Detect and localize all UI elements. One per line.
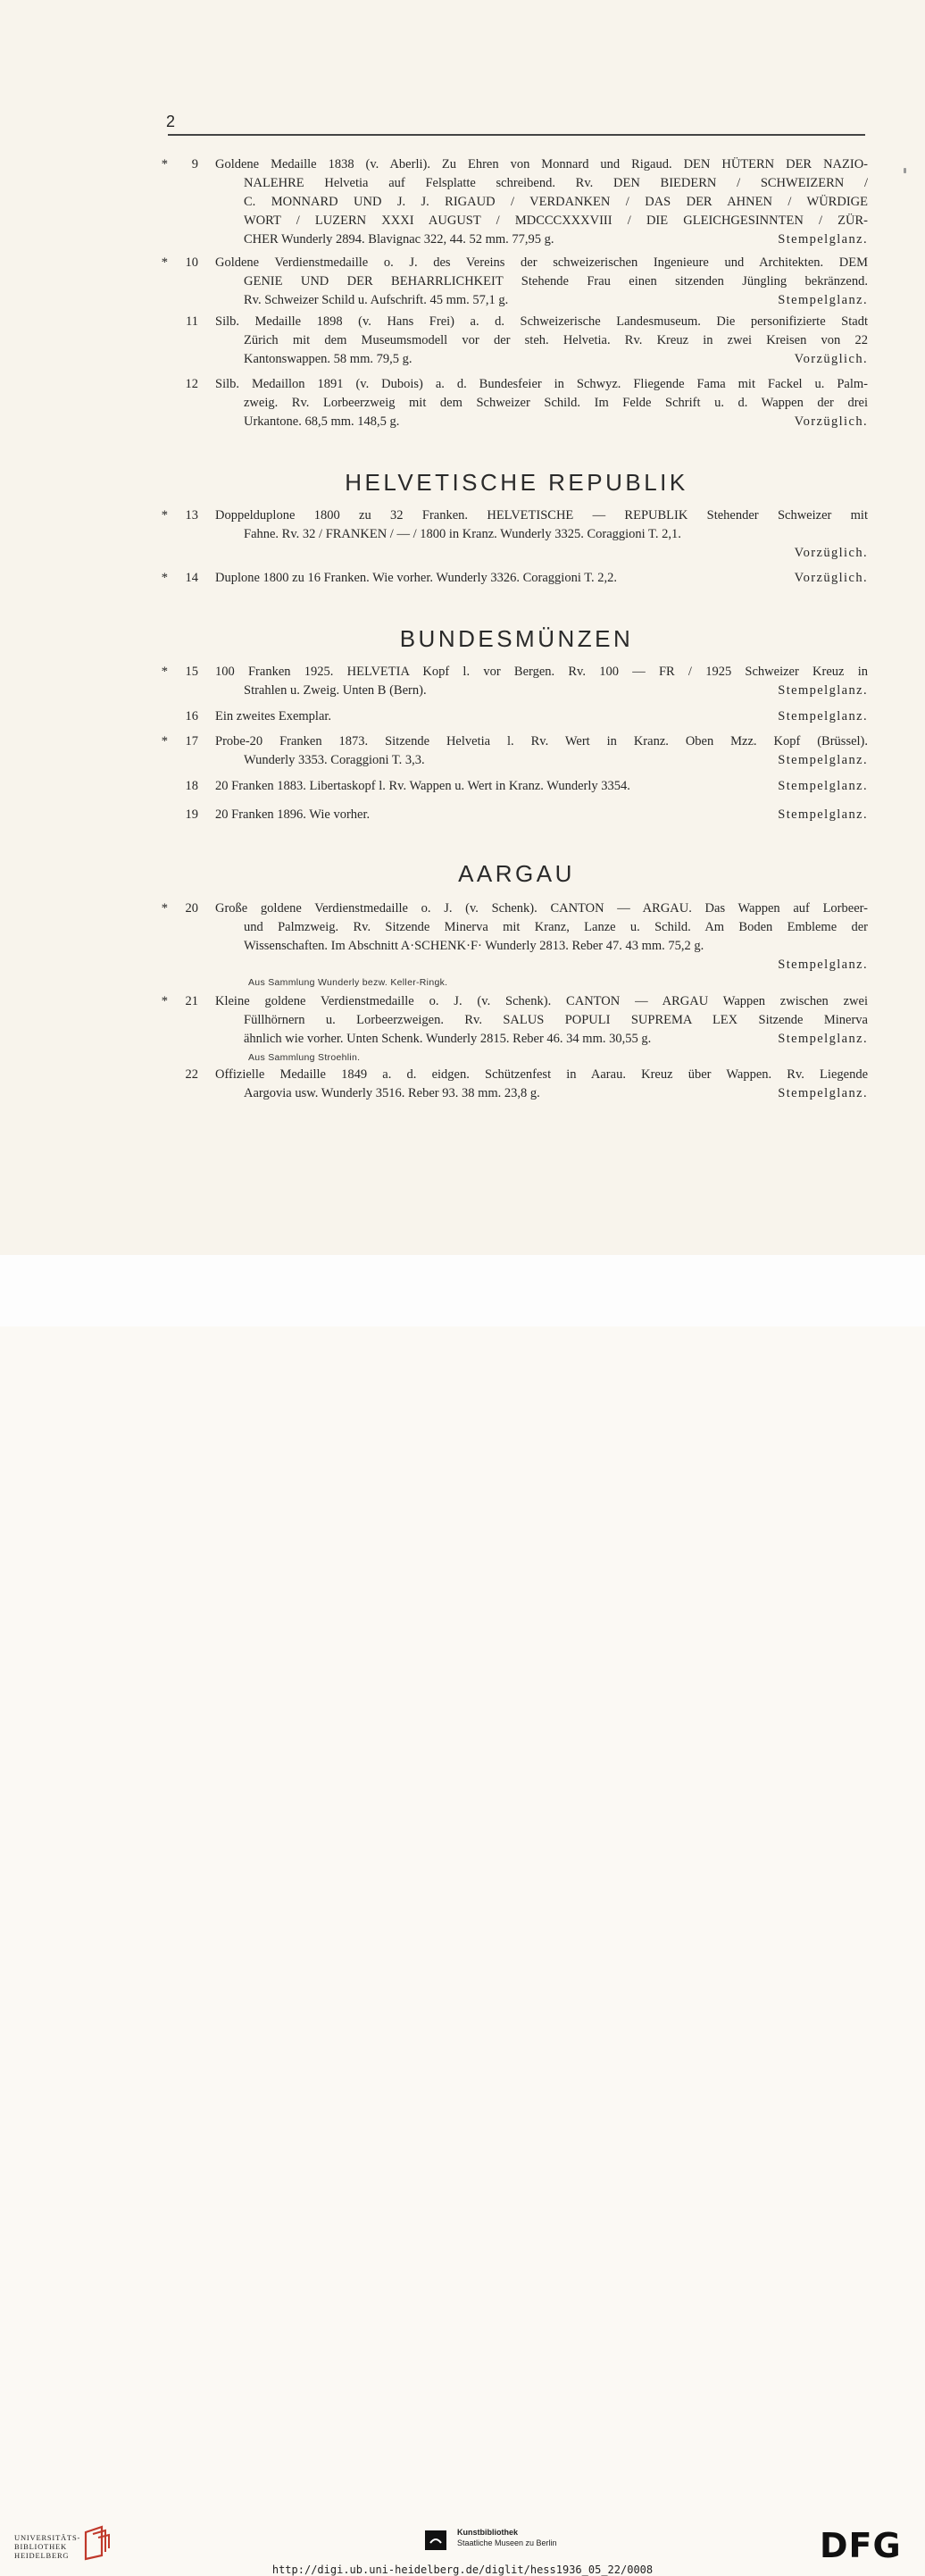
lot-number: 19: [185, 807, 198, 822]
lot-number: 13: [185, 508, 198, 523]
lot-grade: Stempelglanz.: [778, 709, 868, 723]
lot-star: *: [161, 255, 168, 270]
lot-number: 18: [185, 779, 198, 793]
lot-star: *: [161, 994, 168, 1008]
dfg-logo: DFG: [820, 2526, 902, 2565]
lot-number: 20: [185, 901, 198, 916]
lot-line: zweig. Rv. Lorbeerzweig mit dem Schweizer Schild. Im Felde Schrift u. d. Wappen der drei: [244, 396, 868, 410]
lot-line: Wissenschaften. Im Abschnitt A·SCHENK·F· Wunderly 2813. Reber 47. 43 mm. 75,2 g.: [244, 939, 704, 953]
lot-line: Aargovia usw. Wunderly 3516. Reber 93. 38 mm. 23,8 g.: [244, 1086, 540, 1100]
kunstbibliothek-label: [457, 2527, 557, 2548]
lot-line: 20 Franken 1883. Libertaskopf l. Rv. Wappen u. Wert in Kranz. Wunderly 3354.: [215, 779, 630, 793]
lot-star: *: [161, 665, 168, 679]
lot-line: und Palmzweig. Rv. Sitzende Minerva mit Kranz, Lanze u. Schild. Am Boden Embleme der: [244, 920, 868, 934]
lot-line: Probe-20 Franken 1873. Sitzende Helvetia l. Rv. Wert in Kranz. Oben Mzz. Kopf (Brüssel).: [215, 734, 868, 749]
ub-line: HEIDELBERG: [14, 2551, 70, 2560]
lot-line: Silb. Medaille 1898 (v. Hans Frei) a. d. Schweizerische Landesmuseum. Die personifizierte Stadt: [215, 314, 868, 329]
lot-number: 21: [185, 994, 198, 1008]
kb-subtitle: Staatliche Museen zu Berlin: [457, 2538, 557, 2547]
ub-heidelberg-label: [14, 2533, 80, 2560]
paper-speck: [904, 168, 906, 173]
lot-line: Füllhörnern u. Lorbeerzweigen. Rv. SALUS POPULI SUPREMA LEX Sitzende Minerva: [244, 1013, 868, 1027]
lot-line: GENIE UND DER BEHARRLICHKEIT Stehende Frau einen sitzenden Jüngling bekränzend.: [244, 274, 868, 289]
lot-line: Strahlen u. Zweig. Unten B (Bern).: [244, 683, 427, 698]
provenance-note: Aus Sammlung Stroehlin.: [248, 1052, 361, 1063]
lot-line: Duplone 1800 zu 16 Franken. Wie vorher. Wunderly 3326. Coraggioni T. 2,2.: [215, 571, 618, 585]
lot-line: Rv. Schweizer Schild u. Aufschrift. 45 mm. 57,1 g.: [244, 293, 509, 307]
lot-grade: Stempelglanz.: [778, 293, 868, 307]
lot-grade: Stempelglanz.: [778, 779, 868, 793]
lot-number: 11: [186, 314, 198, 329]
lot-star: *: [161, 734, 168, 749]
lot-star: *: [161, 508, 168, 523]
lot-grade: Stempelglanz.: [778, 958, 868, 972]
lot-number: 17: [185, 734, 198, 749]
lot-star: *: [161, 157, 168, 171]
lot-number: 14: [185, 571, 198, 585]
lot-line: NALEHRE Helvetia auf Felsplatte schreibend. Rv. DEN BIEDERN / SCHWEIZERN /: [244, 176, 868, 190]
lot-line: Goldene Medaille 1838 (v. Aberli). Zu Ehren von Monnard und Rigaud. DEN HÜTERN DER NAZIO-: [215, 157, 868, 171]
lot-grade: Stempelglanz.: [778, 232, 868, 247]
kb-title: Kunstbibliothek: [457, 2528, 518, 2537]
lot-number: 12: [185, 377, 198, 391]
section-heading-helvetische-republik: HELVETISCHE REPUBLIK: [345, 469, 688, 496]
lot-number: 10: [185, 255, 198, 270]
lot-line: 20 Franken 1896. Wie vorher.: [215, 807, 371, 822]
lot-line: Ein zweites Exemplar.: [215, 709, 332, 723]
lot-grade: Stempelglanz.: [778, 683, 868, 698]
lot-line: Kantonswappen. 58 mm. 79,5 g.: [244, 352, 412, 366]
lot-line: Urkantone. 68,5 mm. 148,5 g.: [244, 414, 400, 429]
lot-line: CHER Wunderly 2894. Blavignac 322, 44. 52 mm. 77,95 g.: [244, 232, 554, 247]
page-url[interactable]: http://digi.ub.uni-heidelberg.de/diglit/hess1936_05_22/0008: [271, 2563, 654, 2576]
lot-line: WORT / LUZERN XXXI AUGUST / MDCCCXXXVIII / DIE GLEICHGESINNTEN / ZÜR-: [244, 213, 868, 228]
header-rule: [168, 134, 865, 136]
provenance-note: Aus Sammlung Wunderly bezw. Keller-Ringk.: [248, 977, 448, 988]
lot-grade: Stempelglanz.: [778, 1032, 868, 1046]
ub-line: BIBLIOTHEK: [14, 2542, 67, 2551]
lot-line: Fahne. Rv. 32 / FRANKEN / — / 1800 in Kranz. Wunderly 3325. Coraggioni T. 2,1.: [244, 527, 681, 541]
lot-number: 22: [185, 1067, 198, 1082]
lot-line: ähnlich wie vorher. Unten Schenk. Wunderly 2815. Reber 46. 34 mm. 30,55 g.: [244, 1032, 652, 1046]
section-heading-bundesmuenzen: BUNDESMÜNZEN: [399, 625, 634, 652]
lot-line: C. MONNARD UND J. J. RIGAUD / VERDANKEN / DAS DER AHNEN / WÜRDIGE: [244, 195, 868, 209]
ub-heidelberg-logo-icon: [82, 2525, 112, 2561]
catalog-page: [0, 0, 925, 1255]
lot-star: *: [161, 901, 168, 916]
lot-line: Große goldene Verdienstmedaille o. J. (v. Schenk). CANTON — ARGAU. Das Wappen auf Lorbeer-: [215, 901, 868, 916]
lot-grade: Stempelglanz.: [778, 1086, 868, 1100]
lot-number: 15: [185, 665, 198, 679]
footer-bar: [0, 1255, 925, 2576]
lot-number: 9: [191, 157, 198, 171]
page-number: 2: [166, 113, 176, 130]
lot-grade: Vorzüglich.: [794, 546, 868, 560]
lot-line: Offizielle Medaille 1849 a. d. eidgen. Schützenfest in Aarau. Kreuz über Wappen. Rv. Liegende: [215, 1067, 868, 1082]
lot-line: 100 Franken 1925. HELVETIA Kopf l. vor Bergen. Rv. 100 — FR / 1925 Schweizer Kreuz in: [215, 665, 868, 679]
lot-star: *: [161, 571, 168, 585]
lot-grade: Vorzüglich.: [794, 414, 868, 429]
lot-grade: Stempelglanz.: [778, 753, 868, 767]
ub-line: UNIVERSITÄTS-: [14, 2533, 81, 2542]
lot-grade: Vorzüglich.: [794, 352, 868, 366]
lot-grade: Stempelglanz.: [778, 807, 868, 822]
lot-line: Kleine goldene Verdienstmedaille o. J. (v. Schenk). CANTON — ARGAU Wappen zwischen zwei: [215, 994, 868, 1008]
kunstbibliothek-logo-icon: [423, 2527, 450, 2552]
lot-line: Silb. Medaillon 1891 (v. Dubois) a. d. Bundesfeier in Schwyz. Fliegende Fama mit Fackel u. Palm-: [215, 377, 868, 391]
lot-line: Doppelduplone 1800 zu 32 Franken. HELVETISCHE — REPUBLIK Stehender Schweizer mit: [215, 508, 868, 523]
lot-line: Wunderly 3353. Coraggioni T. 3,3.: [244, 753, 425, 767]
section-heading-aargau: AARGAU: [458, 860, 575, 887]
lot-line: Goldene Verdienstmedaille o. J. des Vereins der schweizerischen Ingenieure und Architekten. DEM: [215, 255, 868, 270]
lot-number: 16: [185, 709, 198, 723]
lot-grade: Vorzüglich.: [794, 571, 868, 585]
lot-line: Zürich mit dem Museumsmodell vor der steh. Helvetia. Rv. Kreuz in zwei Kreisen von 22: [244, 333, 868, 347]
